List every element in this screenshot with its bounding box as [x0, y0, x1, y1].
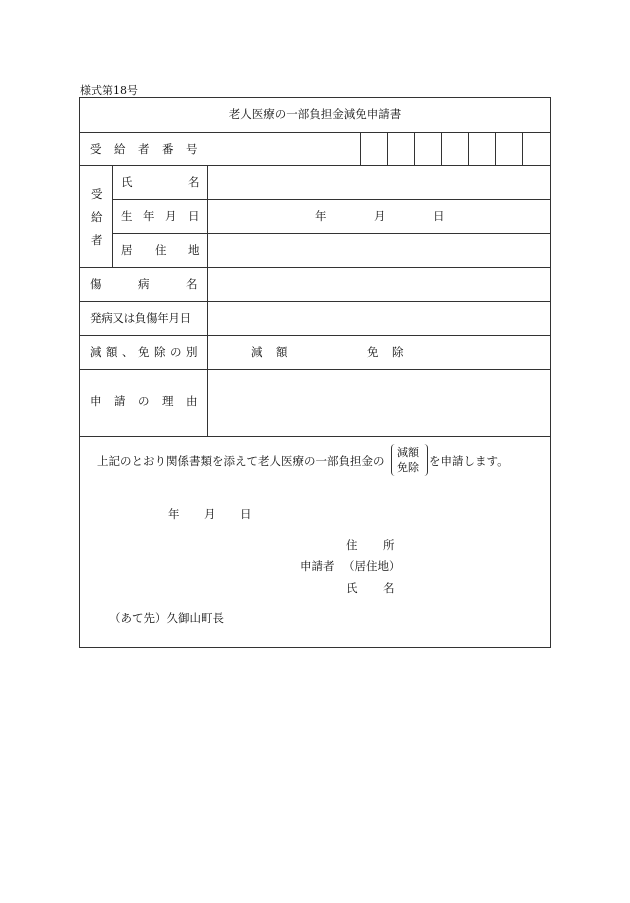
divider: [80, 132, 550, 133]
illness-label: 病: [138, 277, 150, 291]
declaration-option-exemption[interactable]: 免除: [397, 461, 419, 474]
digit-box-divider: [414, 132, 415, 165]
divider: [80, 267, 550, 268]
digit-box-divider: [360, 132, 361, 165]
applicant-label: 申請者: [300, 559, 335, 573]
reason-label: 請: [114, 394, 126, 408]
address-label: 地: [188, 243, 200, 257]
birthdate-day: 日: [433, 209, 445, 223]
reason-label: 理: [162, 394, 174, 408]
reduction-option[interactable]: 額: [276, 345, 288, 359]
birthdate-label: 日: [188, 209, 200, 223]
address-label: 住: [155, 243, 167, 257]
form-number: 様式第18号: [80, 84, 138, 97]
exemption-option[interactable]: 除: [392, 345, 404, 359]
recipient-group-label: 者: [91, 233, 103, 247]
divider: [80, 335, 550, 336]
recipient-number-label: 給: [114, 142, 126, 156]
type-label: 額: [106, 345, 118, 359]
reduction-option[interactable]: 減: [251, 345, 263, 359]
digit-box-divider: [441, 132, 442, 165]
option-brace: [391, 444, 428, 476]
birthdate-label: 生: [121, 209, 133, 223]
application-month: 月: [204, 507, 216, 521]
type-label: 除: [154, 345, 166, 359]
applicant-address-label: 住: [346, 538, 358, 552]
illness-label: 傷: [90, 277, 102, 291]
address-label: 居: [121, 243, 133, 257]
declaration-text-end: を申請します。: [429, 454, 509, 468]
residence-label: （居住地）: [343, 559, 401, 573]
application-year: 年: [168, 507, 180, 521]
divider: [112, 199, 550, 200]
type-label: 別: [186, 345, 198, 359]
type-label: の: [170, 345, 182, 359]
reason-label: の: [138, 394, 150, 408]
recipient-number-label: 者: [138, 142, 150, 156]
divider: [80, 436, 550, 437]
form-title: 老人医療の一部負担金減免申請書: [228, 107, 402, 121]
declaration-text: 上記のとおり関係書類を添えて老人医療の一部負担金の: [97, 454, 385, 468]
recipient-group-label: 給: [91, 210, 103, 224]
addressee: （あて先）久御山町長: [109, 611, 224, 625]
illness-label: 名: [186, 277, 198, 291]
digit-box-divider: [387, 132, 388, 165]
type-label: 減: [90, 345, 102, 359]
recipient-group-label: 受: [91, 187, 103, 201]
birthdate-month: 月: [374, 209, 386, 223]
applicant-name-label: 氏: [346, 581, 358, 595]
divider: [112, 233, 550, 234]
recipient-number-label: 号: [186, 142, 198, 156]
birthdate-label: 年: [143, 209, 155, 223]
divider: [207, 165, 208, 436]
birthdate-label: 月: [165, 209, 177, 223]
divider: [80, 369, 550, 370]
recipient-number-label: 番: [162, 142, 174, 156]
divider: [80, 301, 550, 302]
exemption-option[interactable]: 免: [367, 345, 379, 359]
recipient-number-label: 受: [90, 142, 102, 156]
reason-label: 由: [186, 394, 198, 408]
divider: [112, 165, 113, 267]
digit-box-divider: [495, 132, 496, 165]
digit-box-divider: [468, 132, 469, 165]
name-label: 名: [188, 175, 200, 189]
birthdate-year: 年: [315, 209, 327, 223]
divider: [80, 165, 550, 166]
applicant-address-label: 所: [383, 538, 395, 552]
type-label: 、: [122, 345, 134, 359]
type-label: 免: [138, 345, 150, 359]
reason-label: 申: [90, 394, 102, 408]
digit-box-divider: [522, 132, 523, 165]
onset-date-label: 発病又は負傷年月日: [90, 311, 191, 325]
application-form: [79, 97, 551, 648]
applicant-name-label: 名: [383, 581, 395, 595]
name-label: 氏: [121, 175, 133, 189]
declaration-option-reduction[interactable]: 減額: [397, 446, 419, 459]
application-day: 日: [240, 507, 252, 521]
